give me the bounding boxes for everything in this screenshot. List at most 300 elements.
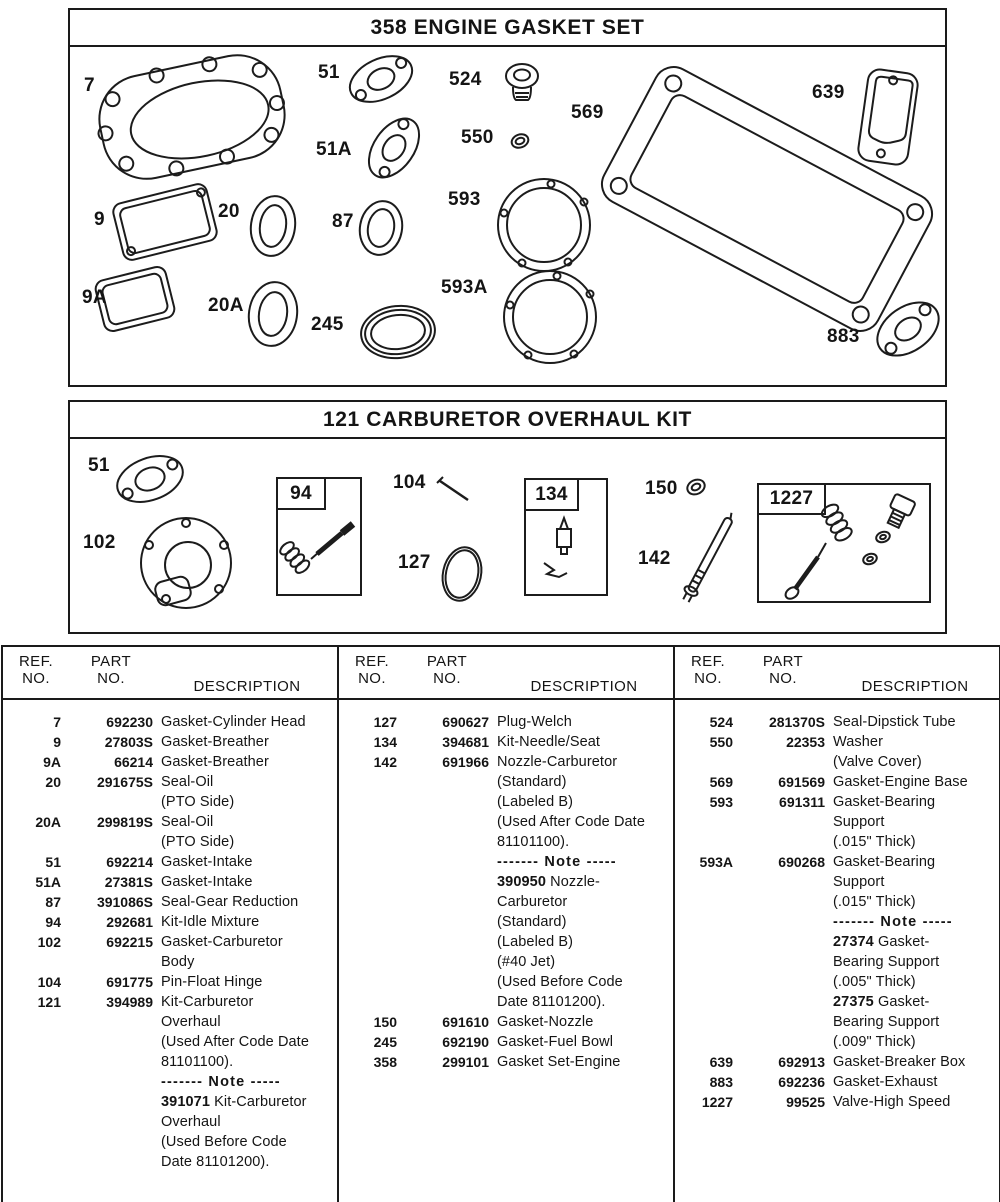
table-row [683, 812, 999, 832]
part-102-drawing [141, 518, 231, 608]
description-cell: Carburetor [497, 894, 568, 910]
part-no-cell: 691610 [442, 1014, 489, 1030]
ref-no-cell: 127 [373, 714, 397, 730]
description-cell: 391071 Kit-Carburetor [161, 1094, 307, 1110]
part-127-label: 127 [398, 552, 431, 573]
ref-no-cell: 9A [43, 754, 61, 770]
table-row [683, 932, 999, 952]
part-51-carb-label: 51 [88, 455, 110, 476]
description-cell: Gasket-Fuel Bowl [497, 1034, 614, 1050]
table-row [11, 872, 335, 892]
table-row [683, 872, 999, 892]
table-row [11, 1152, 335, 1172]
kit-134-label: 134 [535, 483, 568, 505]
table-rows [339, 700, 675, 1072]
ref-no-cell [11, 1012, 61, 1032]
engine-gasket-set-diagram [70, 49, 945, 385]
description-cell: Bearing Support [833, 954, 940, 970]
description-cell: Gasket-Carburetor [161, 934, 283, 950]
part-no-cell [741, 872, 825, 892]
ref-no-cell: 51A [35, 874, 61, 890]
part-550-label: 550 [461, 127, 494, 148]
part-no-cell [405, 932, 489, 952]
part-569-drawing [595, 60, 939, 338]
description-cell: Gasket-Exhaust [833, 1074, 938, 1090]
part-no-cell [69, 1132, 153, 1152]
table-row [347, 1012, 673, 1032]
description-cell: (PTO Side) [161, 834, 235, 850]
table-rows [3, 700, 337, 1172]
table-row [683, 772, 999, 792]
description-cell: Seal-Oil [161, 814, 214, 830]
table-row [11, 1072, 335, 1092]
part-no-cell: 27803S [104, 734, 153, 750]
part-no-cell: 692230 [106, 714, 153, 730]
ref-no-cell: 593A [699, 854, 733, 870]
description-cell: (Used After Code Date [497, 814, 645, 830]
ref-no-cell: 20 [45, 774, 61, 790]
ref-no-cell [683, 832, 733, 852]
description-cell: Nozzle-Carburetor [497, 754, 618, 770]
description-cell: (Labeled B) [497, 934, 574, 950]
ref-no-cell [11, 952, 61, 972]
part-no-cell [405, 972, 489, 992]
part-20a-label: 20A [208, 295, 244, 316]
part-593-drawing [498, 179, 590, 271]
table-row [683, 712, 999, 732]
table-row [347, 712, 673, 732]
part-no-cell: 692215 [106, 934, 153, 950]
description-cell: 81101100). [161, 1054, 234, 1070]
table-row [347, 812, 673, 832]
part-51a-drawing [359, 109, 430, 186]
part-no-cell [405, 832, 489, 852]
note-divider: ------- Note ----- [161, 1074, 281, 1090]
ref-no-cell [683, 812, 733, 832]
ref-no-cell [683, 892, 733, 912]
part-20-drawing [247, 193, 299, 259]
part-no-cell: 291675S [96, 774, 153, 790]
table-row [683, 1092, 999, 1112]
description-header: DESCRIPTION [193, 678, 301, 695]
description-cell: 27375 Gasket- [833, 994, 930, 1010]
description-cell: Plug-Welch [497, 714, 572, 730]
ref-no-cell: 150 [373, 1014, 397, 1030]
part-no-cell [741, 1032, 825, 1052]
kit-94-label: 94 [290, 482, 312, 504]
part-no-cell: 292681 [106, 914, 153, 930]
description-cell: (.009" Thick) [833, 1034, 916, 1050]
ref-no-cell [683, 752, 733, 772]
ref-no-cell: 51 [45, 854, 61, 870]
table-row [347, 952, 673, 972]
description-cell: (Used After Code Date [161, 1034, 309, 1050]
part-569-label: 569 [571, 102, 604, 123]
ref-no-cell: 639 [709, 1054, 733, 1070]
part-no-cell [405, 852, 489, 872]
description-cell: (#40 Jet) [497, 954, 556, 970]
part-593a-label: 593A [441, 277, 488, 298]
table-row [11, 732, 335, 752]
description-cell: Gasket-Intake [161, 874, 253, 890]
description-cell: Washer [833, 734, 884, 750]
table-row [11, 852, 335, 872]
description-cell: (PTO Side) [161, 794, 235, 810]
table-row [11, 1032, 335, 1052]
part-no-cell [741, 912, 825, 932]
description-header: DESCRIPTION [530, 678, 638, 695]
part-no-cell [69, 832, 153, 852]
part-no-cell [69, 1052, 153, 1072]
description-cell: Gasket-Breaker Box [833, 1054, 966, 1070]
ref-no-cell: 245 [373, 1034, 397, 1050]
part-no-cell [405, 952, 489, 972]
part-no-cell: 692190 [442, 1034, 489, 1050]
part-no-cell [69, 1032, 153, 1052]
table-row [347, 972, 673, 992]
table-row [683, 1012, 999, 1032]
note-divider: ------- Note ----- [833, 914, 953, 930]
part-51-label: 51 [318, 62, 340, 83]
ref-no-cell [11, 832, 61, 852]
part-87-label: 87 [332, 211, 354, 232]
part-639-label: 639 [812, 82, 845, 103]
part-51a-label: 51A [316, 139, 352, 160]
description-cell: Pin-Float Hinge [161, 974, 263, 990]
description-cell: (Standard) [497, 914, 567, 930]
part-no-cell: 691775 [106, 974, 153, 990]
ref-no-cell: 524 [709, 714, 733, 730]
part-593-label: 593 [448, 189, 481, 210]
part-no-header: PART NO. [426, 653, 468, 687]
description-cell: Body [161, 954, 195, 970]
table-row [11, 1052, 335, 1072]
table-row [683, 992, 999, 1012]
part-no-cell: 27381S [104, 874, 153, 890]
table-row [11, 772, 335, 792]
ref-no-cell: 569 [709, 774, 733, 790]
description-cell: Seal-Dipstick Tube [833, 714, 956, 730]
kit-1227-label: 1227 [769, 488, 814, 509]
part-no-cell [741, 992, 825, 1012]
parts-table-column-3 [673, 647, 1000, 1202]
part-9-label: 9 [94, 209, 105, 230]
part-no-cell [741, 752, 825, 772]
table-row [683, 852, 999, 872]
ref-no-cell: 104 [37, 974, 61, 990]
part-no-cell [741, 812, 825, 832]
description-cell: Kit-Idle Mixture [161, 914, 260, 930]
table-row [347, 732, 673, 752]
part-no-cell: 692913 [778, 1054, 825, 1070]
ref-no-cell [347, 852, 397, 872]
table-row [347, 752, 673, 772]
ref-no-cell [347, 832, 397, 852]
part-no-header: PART NO. [90, 653, 132, 687]
table-row [11, 1092, 335, 1112]
part-639-drawing [857, 68, 919, 166]
table-row [11, 1012, 335, 1032]
part-no-cell [405, 992, 489, 1012]
part-51-drawing [343, 47, 420, 111]
ref-no-cell [11, 1092, 61, 1112]
ref-no-cell [347, 812, 397, 832]
part-550-drawing [510, 132, 530, 150]
ref-no-cell [11, 1072, 61, 1092]
part-no-cell [405, 872, 489, 892]
part-no-cell: 281370S [768, 714, 825, 730]
part-no-cell: 66214 [114, 754, 153, 770]
carburetor-overhaul-kit-title: 121 CARBURETOR OVERHAUL KIT [70, 402, 945, 439]
part-150-label: 150 [645, 478, 678, 499]
table-row [11, 992, 335, 1012]
description-cell: Valve-High Speed [833, 1094, 951, 1110]
description-cell: Support [833, 874, 885, 890]
ref-no-cell: 121 [37, 994, 61, 1010]
part-104-label: 104 [393, 472, 426, 493]
table-row [11, 932, 335, 952]
part-142-label: 142 [638, 548, 671, 569]
part-no-cell: 22353 [786, 734, 825, 750]
ref-no-cell: 20A [35, 814, 61, 830]
table-header [675, 647, 1000, 700]
table-row [347, 772, 673, 792]
table-row [683, 832, 999, 852]
part-no-cell [69, 1112, 153, 1132]
part-7-label: 7 [84, 75, 95, 96]
table-row [683, 912, 999, 932]
description-cell: 390950 Nozzle- [497, 874, 600, 890]
ref-no-cell [347, 772, 397, 792]
description-cell: Gasket-Bearing [833, 854, 936, 870]
table-row [347, 852, 673, 872]
table-row [683, 792, 999, 812]
part-no-cell [405, 772, 489, 792]
table-row [347, 1032, 673, 1052]
part-20-label: 20 [218, 201, 240, 222]
table-row [683, 952, 999, 972]
description-cell: (.015" Thick) [833, 894, 916, 910]
part-127-drawing [438, 544, 486, 605]
part-no-cell [741, 1012, 825, 1032]
part-no-cell: 691966 [442, 754, 489, 770]
ref-no-cell [347, 892, 397, 912]
parts-table-column-1 [3, 647, 337, 1202]
description-cell: Date 81101200). [161, 1154, 270, 1170]
part-104-drawing [437, 477, 468, 500]
part-no-header: PART NO. [762, 653, 804, 687]
table-row [11, 952, 335, 972]
part-524-drawing [506, 64, 538, 100]
part-no-cell [69, 1012, 153, 1032]
part-no-cell [69, 792, 153, 812]
part-87-drawing [356, 198, 407, 258]
ref-no-cell [683, 972, 733, 992]
part-9-drawing [111, 182, 218, 262]
part-20a-drawing [245, 279, 301, 349]
description-cell: Date 81101200). [497, 994, 606, 1010]
description-cell: (Valve Cover) [833, 754, 922, 770]
part-no-cell: 690268 [778, 854, 825, 870]
description-cell: Overhaul [161, 1014, 221, 1030]
description-cell: Bearing Support [833, 1014, 940, 1030]
part-no-cell: 394989 [106, 994, 153, 1010]
part-no-cell [405, 812, 489, 832]
table-row [347, 892, 673, 912]
ref-no-cell: 358 [373, 1054, 397, 1070]
part-no-cell: 299819S [96, 814, 153, 830]
ref-no-cell [683, 872, 733, 892]
ref-no-cell: 87 [45, 894, 61, 910]
table-row [11, 972, 335, 992]
part-142-drawing [680, 510, 739, 604]
part-no-cell [69, 952, 153, 972]
ref-no-cell [11, 1032, 61, 1052]
part-no-cell: 394681 [442, 734, 489, 750]
part-no-cell [741, 932, 825, 952]
ref-no-header: REF. NO. [354, 653, 390, 687]
description-cell: Gasket-Bearing [833, 794, 936, 810]
part-no-cell [741, 972, 825, 992]
table-row [683, 1032, 999, 1052]
ref-no-cell: 142 [373, 754, 397, 770]
ref-no-cell [683, 1012, 733, 1032]
ref-no-cell [347, 932, 397, 952]
ref-no-cell [683, 932, 733, 952]
part-no-cell: 391086S [96, 894, 153, 910]
part-245-label: 245 [311, 314, 344, 335]
part-51-carb-drawing [111, 448, 189, 511]
description-cell: 27374 Gasket- [833, 934, 930, 950]
part-no-cell [405, 892, 489, 912]
ref-no-cell [347, 792, 397, 812]
ref-no-cell [11, 1112, 61, 1132]
table-row [347, 932, 673, 952]
ref-no-cell: 7 [53, 714, 61, 730]
table-row [11, 1132, 335, 1152]
part-593a-drawing [504, 271, 596, 363]
part-524-label: 524 [449, 69, 482, 90]
ref-no-cell [347, 872, 397, 892]
description-cell: (Used Before Code [497, 974, 623, 990]
parts-table [1, 645, 1000, 1202]
part-9a-label: 9A [82, 287, 107, 308]
table-row [683, 892, 999, 912]
table-row [11, 812, 335, 832]
carburetor-kit-drawings [70, 441, 941, 630]
part-7-drawing [88, 44, 295, 190]
table-row [683, 1052, 999, 1072]
table-header [3, 647, 337, 700]
ref-no-cell [347, 912, 397, 932]
ref-no-cell [11, 1152, 61, 1172]
description-cell: (Standard) [497, 774, 567, 790]
part-no-cell [741, 952, 825, 972]
table-row [347, 872, 673, 892]
ref-no-cell [347, 972, 397, 992]
part-no-cell: 692214 [106, 854, 153, 870]
part-150-drawing [685, 477, 707, 497]
description-cell: Kit-Needle/Seat [497, 734, 601, 750]
description-cell: Seal-Oil [161, 774, 214, 790]
part-883-drawing [868, 291, 949, 366]
ref-no-cell: 883 [709, 1074, 733, 1090]
table-row [11, 832, 335, 852]
description-cell: Gasket-Intake [161, 854, 253, 870]
ref-no-cell: 134 [373, 734, 397, 750]
ref-no-cell [683, 1032, 733, 1052]
parts-table-column-2 [337, 647, 675, 1202]
part-883-label: 883 [827, 326, 860, 347]
table-row [11, 912, 335, 932]
ref-no-cell [347, 992, 397, 1012]
description-cell: (Used Before Code [161, 1134, 287, 1150]
part-no-cell [741, 832, 825, 852]
engine-gasket-drawings [70, 49, 941, 383]
ref-no-cell [683, 912, 733, 932]
table-row [11, 892, 335, 912]
part-102-label: 102 [83, 532, 116, 553]
description-cell: (.015" Thick) [833, 834, 916, 850]
description-cell: (Labeled B) [497, 794, 574, 810]
description-cell: Kit-Carburetor [161, 994, 254, 1010]
table-row [347, 992, 673, 1012]
ref-no-cell: 593 [709, 794, 733, 810]
ref-no-header: REF. NO. [18, 653, 54, 687]
description-cell: 81101100). [497, 834, 570, 850]
ref-no-cell [11, 1132, 61, 1152]
description-cell: Seal-Gear Reduction [161, 894, 299, 910]
ref-no-cell [683, 952, 733, 972]
table-row [347, 912, 673, 932]
description-cell: Overhaul [161, 1114, 221, 1130]
description-cell: Gasket-Breather [161, 734, 269, 750]
part-no-cell [69, 1152, 153, 1172]
description-cell: Gasket-Nozzle [497, 1014, 594, 1030]
part-no-cell: 692236 [778, 1074, 825, 1090]
part-no-cell: 690627 [442, 714, 489, 730]
part-no-cell [69, 1092, 153, 1112]
description-header: DESCRIPTION [861, 678, 969, 695]
part-no-cell [405, 912, 489, 932]
description-cell: Gasket-Cylinder Head [161, 714, 306, 730]
carburetor-overhaul-kit-diagram [70, 441, 945, 632]
part-no-cell [405, 792, 489, 812]
description-cell: Gasket-Breather [161, 754, 269, 770]
ref-no-cell: 1227 [701, 1094, 733, 1110]
table-row [683, 732, 999, 752]
table-row [347, 792, 673, 812]
ref-no-cell [347, 952, 397, 972]
part-no-cell: 299101 [442, 1054, 489, 1070]
description-cell: (.005" Thick) [833, 974, 916, 990]
carburetor-overhaul-kit-panel [68, 400, 947, 634]
ref-no-cell: 102 [37, 934, 61, 950]
table-row [11, 1112, 335, 1132]
part-245-drawing [358, 302, 437, 361]
description-cell: Gasket Set-Engine [497, 1054, 621, 1070]
description-cell: Gasket-Engine Base [833, 774, 968, 790]
ref-no-cell [683, 992, 733, 1012]
note-divider: ------- Note ----- [497, 854, 617, 870]
ref-no-cell: 9 [53, 734, 61, 750]
ref-no-cell: 94 [45, 914, 61, 930]
ref-no-cell: 550 [709, 734, 733, 750]
engine-gasket-set-title: 358 ENGINE GASKET SET [70, 10, 945, 47]
part-no-cell: 99525 [786, 1094, 825, 1110]
table-row [347, 832, 673, 852]
table-row [683, 972, 999, 992]
